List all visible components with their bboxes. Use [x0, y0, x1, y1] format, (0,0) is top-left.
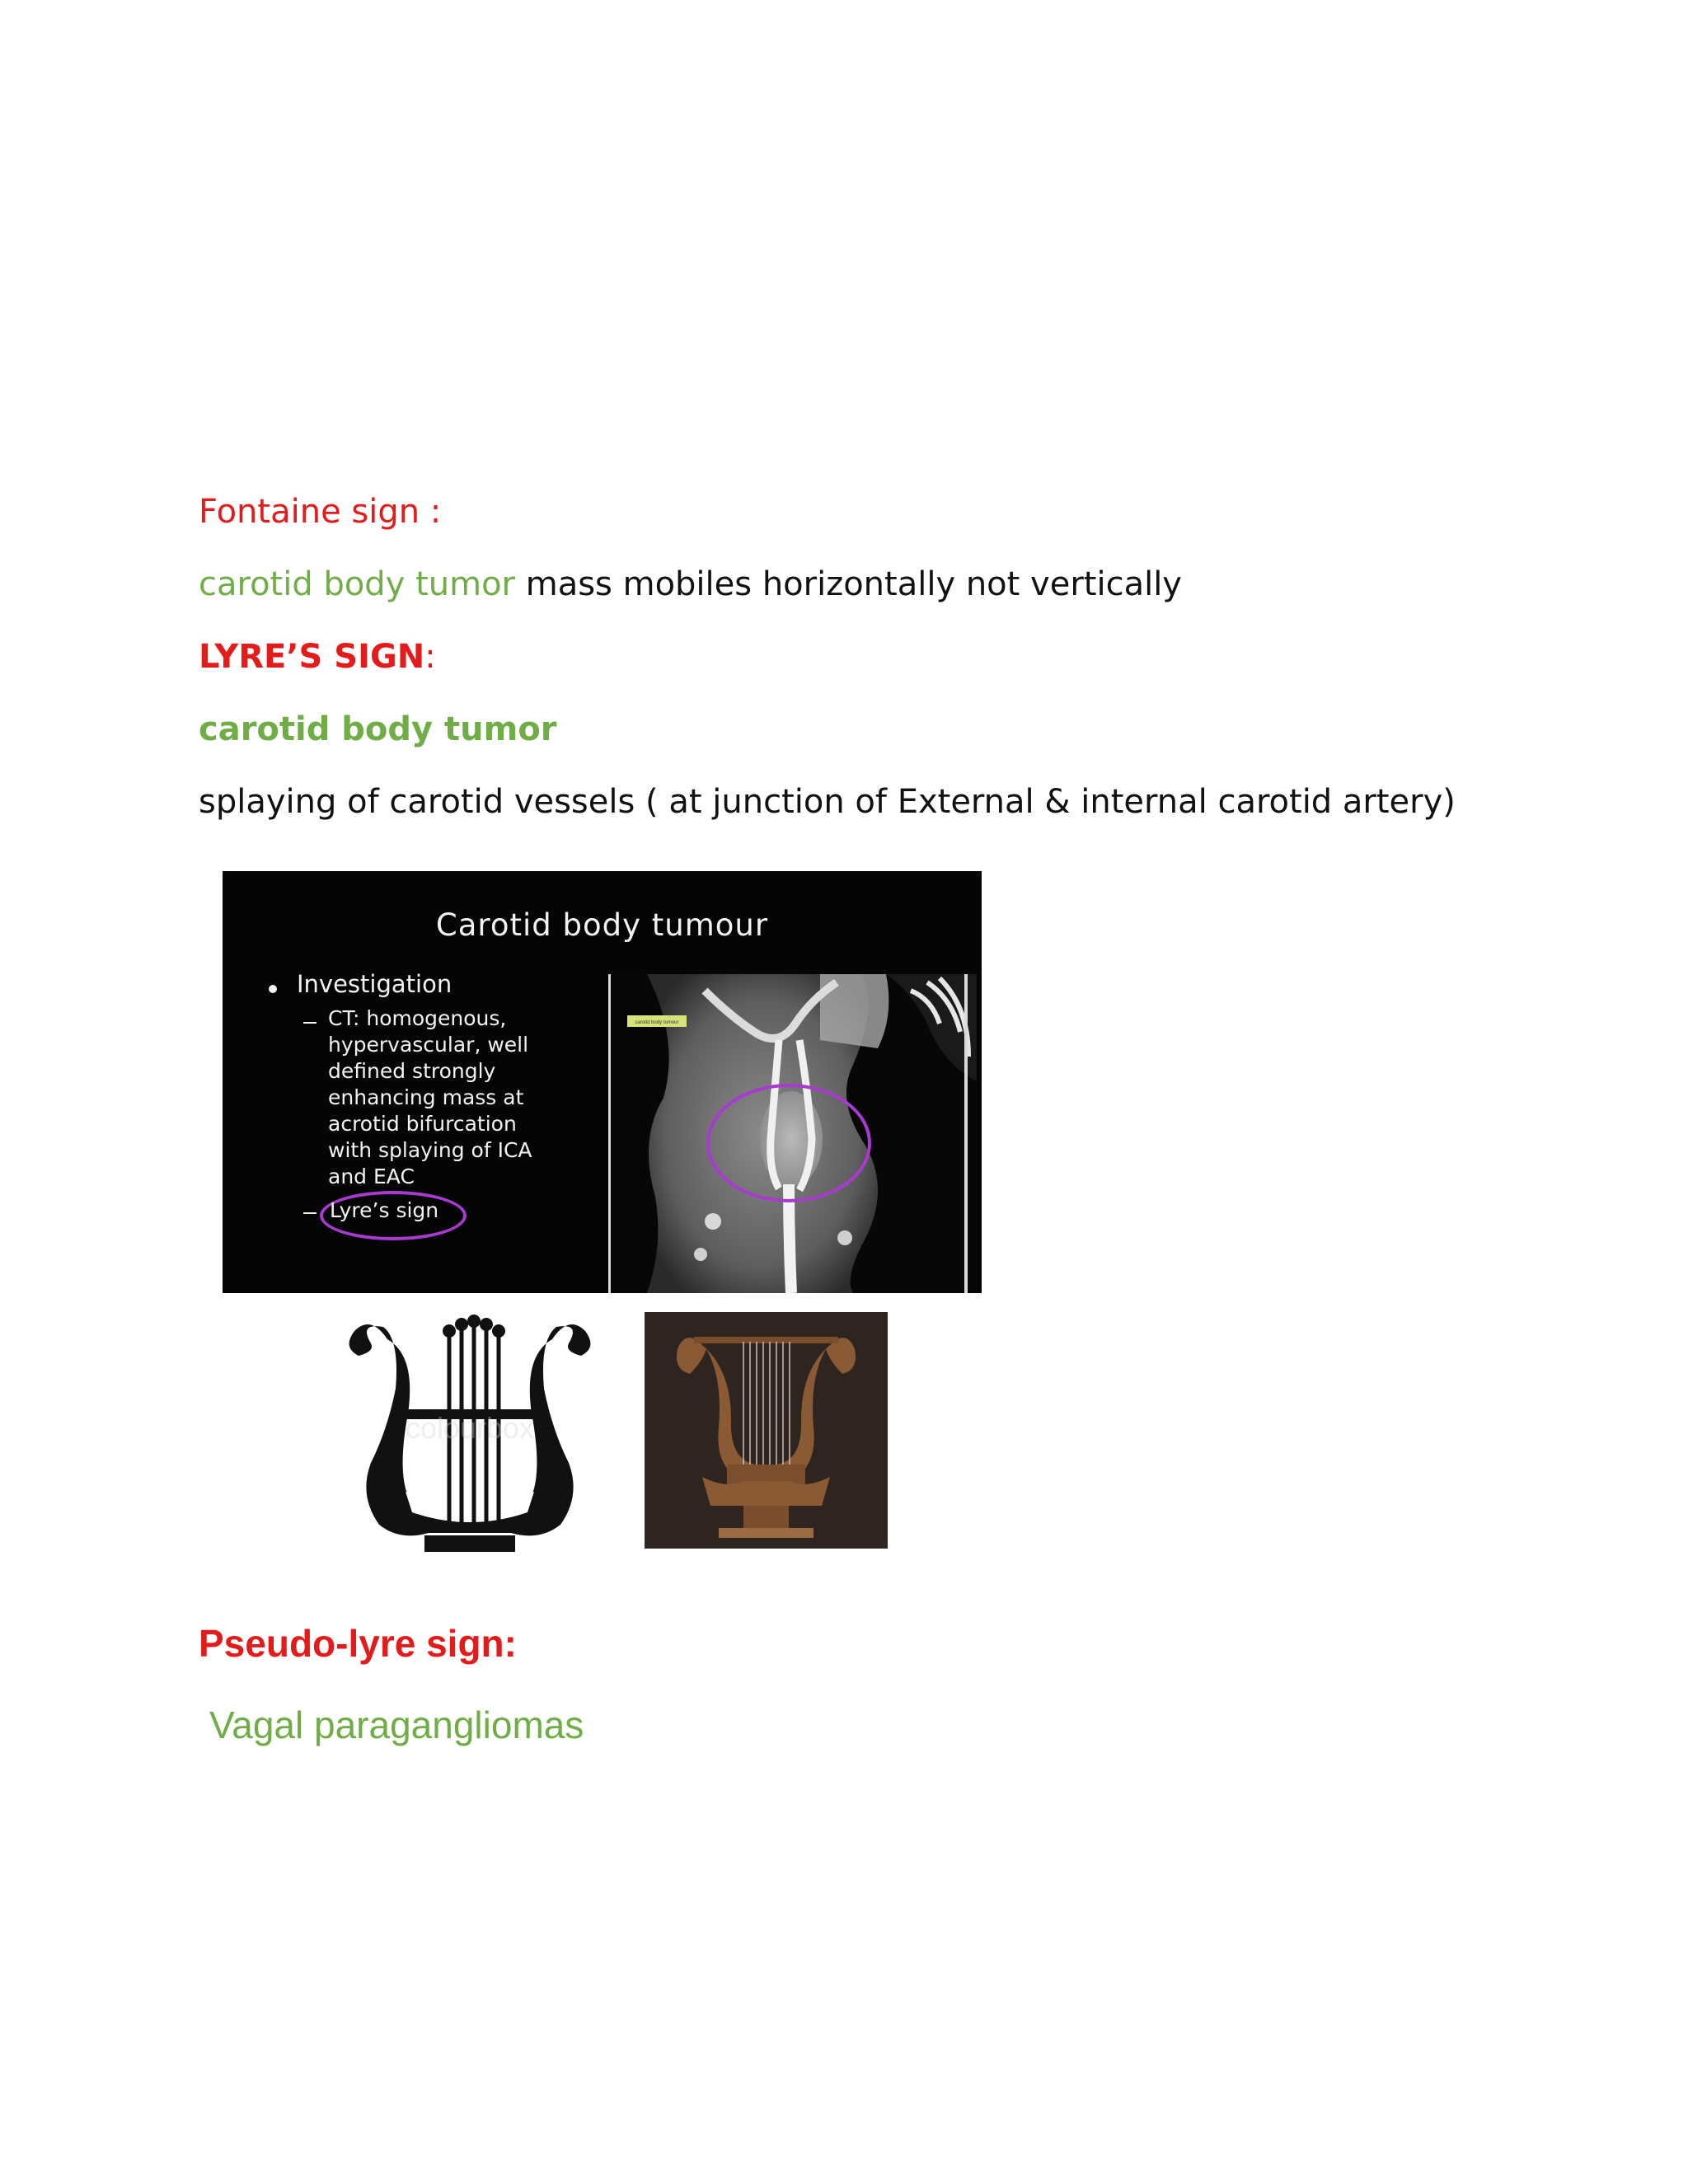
lyre-sign-subject: carotid body tumor [199, 710, 557, 748]
carotid-body-tumor-term: carotid body tumor [199, 565, 516, 603]
slide-ct-findings: CT: homogenous, hypervascular, well defined strongly enhancing mass at acrotid bifurcation with splaying of ICA and EAC [328, 1006, 532, 1188]
bullet-dot-icon [269, 985, 277, 993]
dash-icon [303, 1212, 316, 1214]
lyre-sign-heading [199, 638, 436, 676]
lyre-icon [338, 1306, 602, 1554]
carotid-body-tumour-slide [223, 871, 982, 1293]
pseudo-lyre-sign-heading: Pseudo-lyre sign: [199, 1622, 517, 1665]
lyre-sign-title: LYRE’S SIGN [199, 638, 425, 676]
vagal-paragangliomas-text: Vagal paragangliomas [209, 1704, 584, 1746]
ct-angiogram-image [614, 974, 977, 1293]
slide-title: Carotid body tumour [435, 907, 769, 943]
lyre-sign-description: splaying of carotid vessels ( at junction of External & internal carotid artery) [199, 783, 1456, 821]
antique-lyre-image [645, 1312, 888, 1549]
lyre-sign-colon: : [424, 638, 436, 676]
slide-divider [608, 974, 611, 1293]
dash-icon [303, 1022, 316, 1024]
fontaine-sign-heading: Fontaine sign : [199, 493, 442, 531]
watermark-text: colourbox [405, 1411, 535, 1445]
ct-label-text: carotid body tumour [635, 1020, 679, 1025]
fontaine-description [199, 565, 1182, 603]
antique-lyre-photo [645, 1312, 888, 1549]
slide-lyres-sign: Lyre’s sign [330, 1198, 439, 1222]
fontaine-description-text: mass mobiles horizontally not vertically [515, 565, 1182, 603]
slide-bullet-investigation: Investigation [297, 970, 452, 998]
